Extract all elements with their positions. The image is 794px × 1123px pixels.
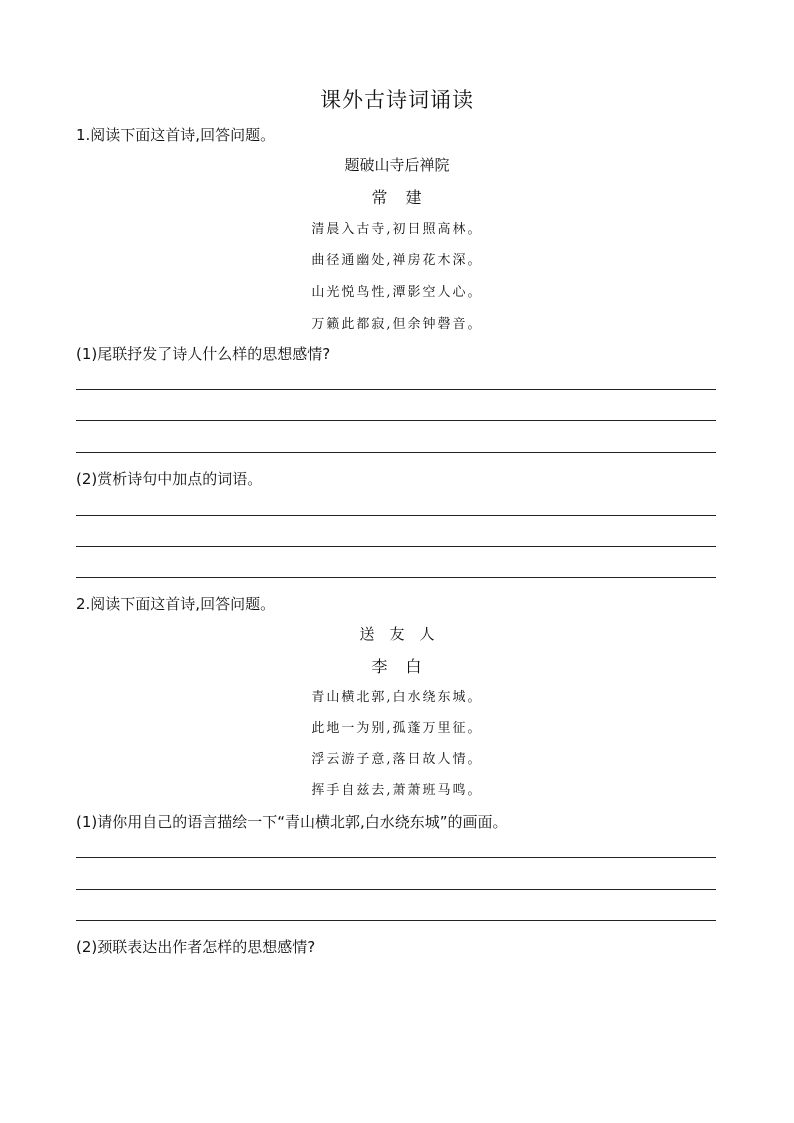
poem-1-title: 题破山寺后禅院 [344, 156, 450, 174]
question-2-prompt: 2.阅读下面这首诗,回答问题。 [76, 595, 276, 613]
page-title: 课外古诗词诵读 [320, 88, 474, 112]
poem-1-author: 常 建 [371, 188, 423, 207]
poem-1-line: 万籁此都寂,但余钟磬音。 [311, 317, 483, 332]
answer-line[interactable] [76, 452, 716, 453]
answer-line[interactable] [76, 857, 716, 858]
answer-line[interactable] [76, 546, 716, 547]
answer-line[interactable] [76, 577, 716, 578]
poem-2-line: 浮云游子意,落日故人情。 [311, 752, 483, 767]
poem-2-line: 青山横北郭,白水绕东城。 [311, 690, 483, 705]
answer-line[interactable] [76, 920, 716, 921]
poem-2-title: 送 友 人 [359, 625, 435, 643]
answer-line[interactable] [76, 389, 716, 390]
question-2-sub-1: (1)请你用自己的语言描绘一下“青山横北郭,白水绕东城”的画面。 [76, 813, 508, 831]
poem-1-line: 山光悦鸟性,潭影空人心。 [311, 285, 483, 300]
question-2-sub-2: (2)颈联表达出作者怎样的思想感情? [76, 938, 316, 956]
question-1-sub-1: (1)尾联抒发了诗人什么样的思想感情? [76, 345, 331, 363]
question-1-sub-2: (2)赏析诗句中加点的词语。 [76, 470, 263, 488]
poem-2-line: 挥手自兹去,萧萧班马鸣。 [311, 783, 483, 798]
poem-1-line: 清晨入古寺,初日照高林。 [311, 222, 483, 237]
poem-1-line: 曲径通幽处,禅房花木深。 [311, 253, 483, 268]
answer-line[interactable] [76, 420, 716, 421]
answer-line[interactable] [76, 889, 716, 890]
question-1-prompt: 1.阅读下面这首诗,回答问题。 [76, 126, 276, 144]
poem-2-line: 此地一为别,孤蓬万里征。 [311, 721, 483, 736]
poem-2-author: 李 白 [371, 657, 423, 676]
answer-line[interactable] [76, 515, 716, 516]
